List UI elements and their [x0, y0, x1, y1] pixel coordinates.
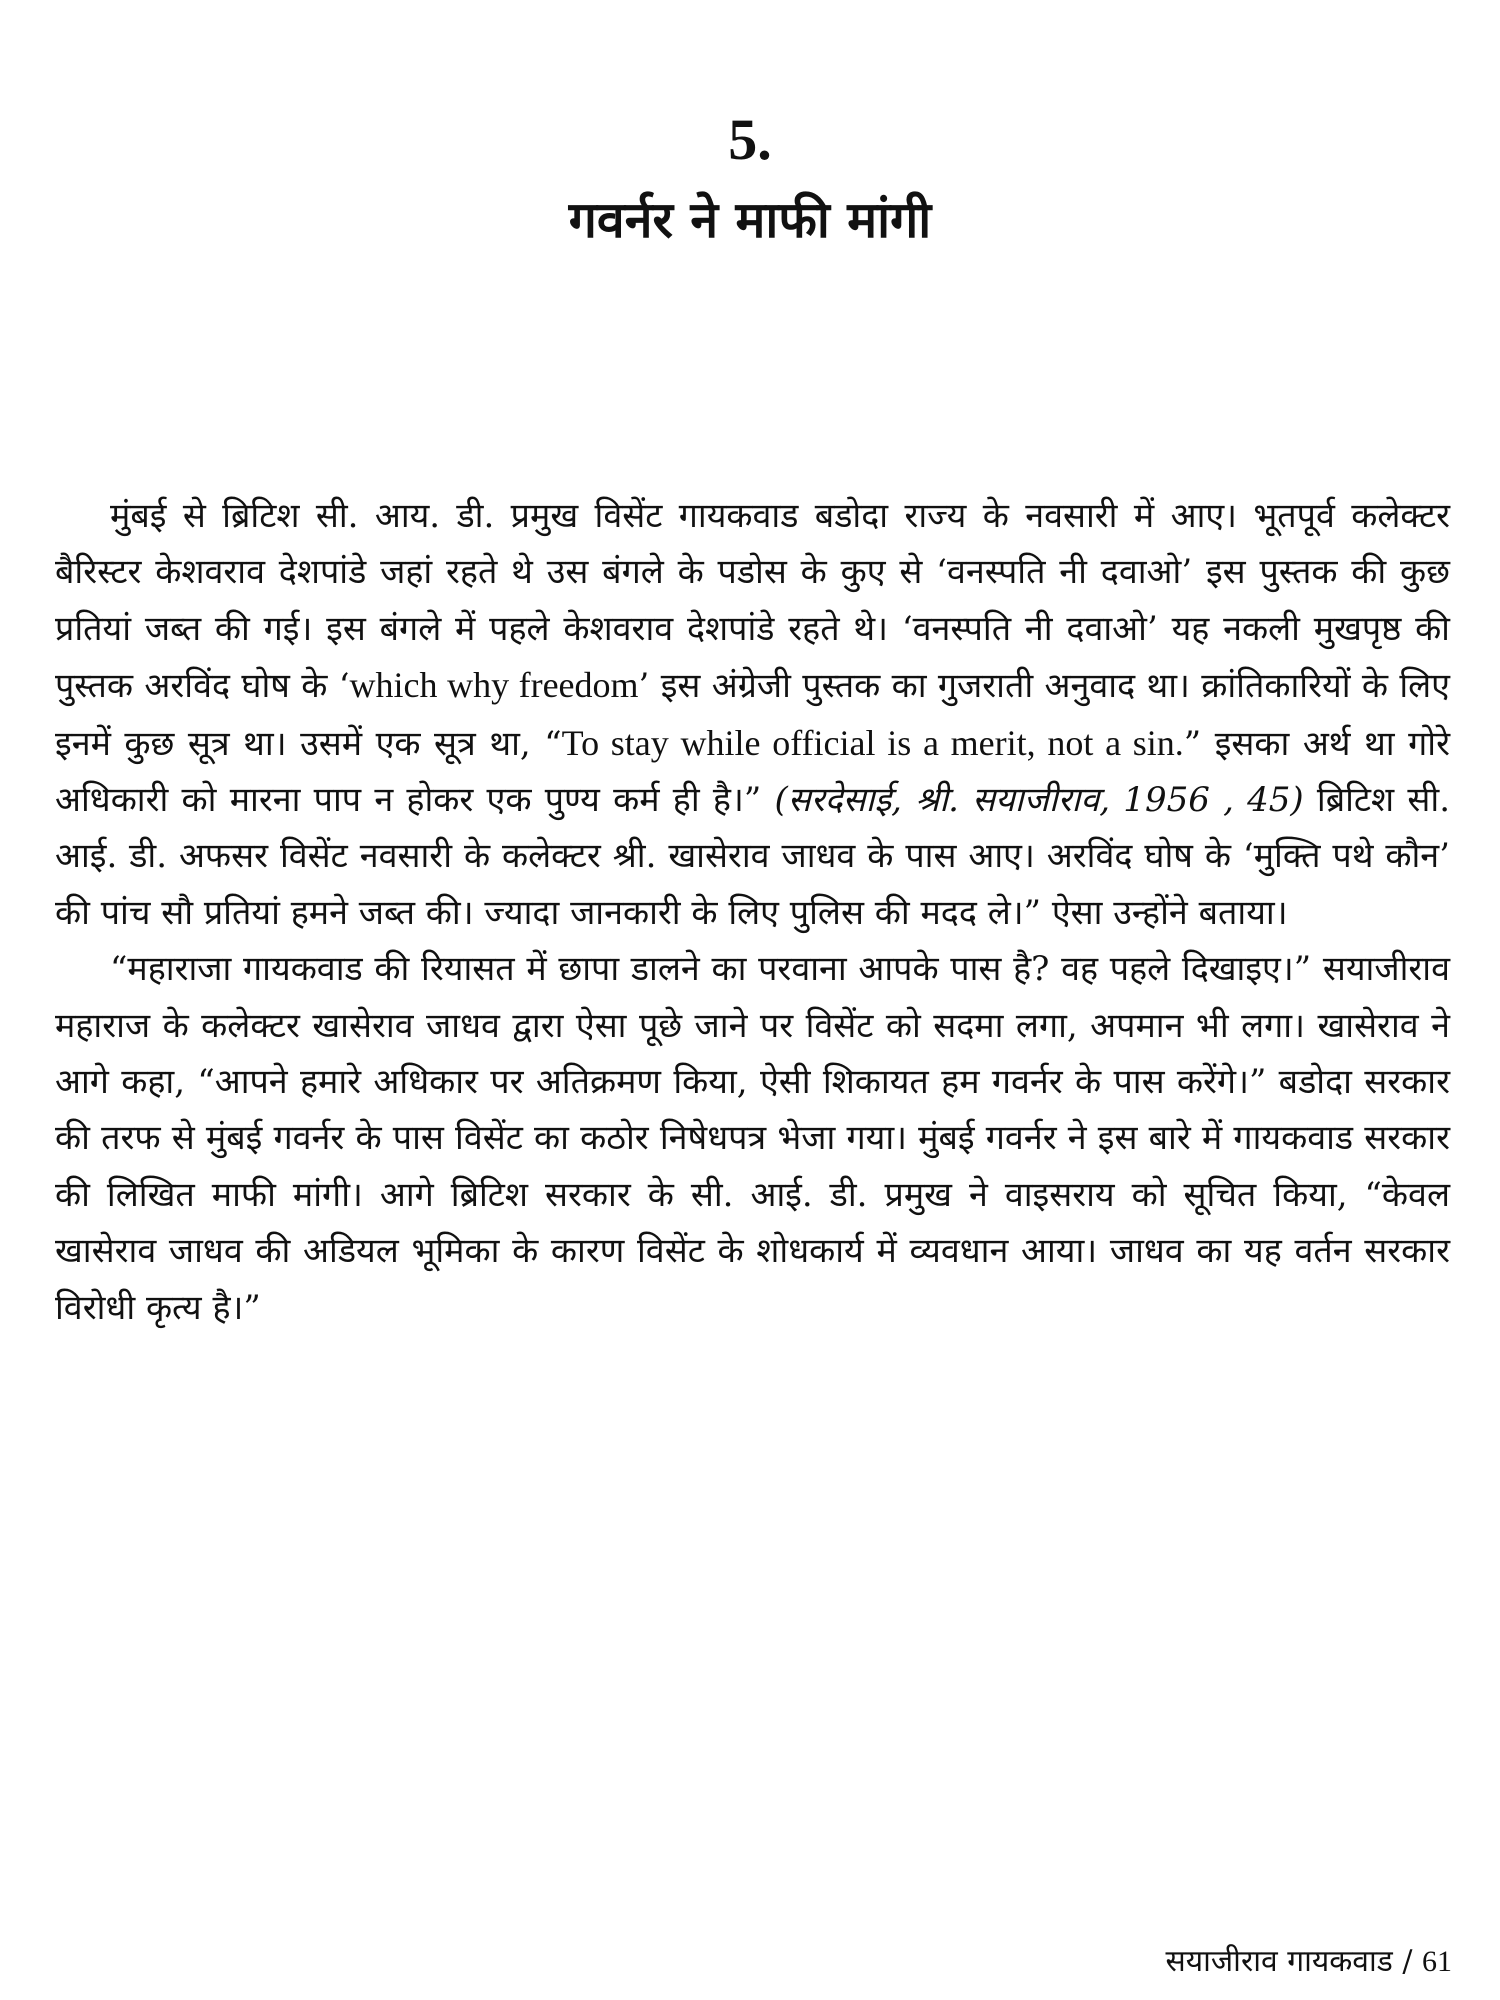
citation: (सरदेसाई, श्री. सयाजीराव, 1956 , 45) [774, 780, 1304, 821]
chapter-title: गवर्नर ने माफी मांगी [568, 190, 932, 249]
paragraph-2 [55, 941, 1450, 1336]
running-title: सयाजीराव गायकवाड [1165, 1944, 1393, 1979]
footer-separator: / [1392, 1944, 1422, 1979]
paragraph-1-text: ’ इस अंग्रेजी पुस्तक का गुजराती अनुवाद था। क्रांतिकारियों के लिए इनमें कुछ सूत्र था। उसमें एक सूत्र था, “ [55, 666, 1450, 764]
chapter-number: 5. [728, 107, 772, 172]
paragraph-1-text: ब्रिटिश सी. आई. डी. अफसर विसेंट नवसारी के कलेक्टर श्री. खासेराव जाधव के पास आए। अरविंद घोष के ‘मुक्ति पथे कौन’ की पांच सौ प्रतियां हमने जब्त की। ज्यादा जानकारी के लिए पुलिस की मदद ले।” ऐसा उन्होंने बताया। [55, 780, 1451, 933]
english-quote: To stay while official is a merit, not a sin. [561, 722, 1184, 763]
paragraph-1-text: ” इसका अर्थ था गोरे अधिकारी को मारना पाप न होकर एक पुण्य कर्म ही है।” [55, 723, 1450, 821]
paragraph-2-text: “महाराजा गायकवाड की रियासत में छापा डालने का परवाना आपके पास है? वह पहले दिखाइए।” सयाजीराव महाराज के कलेक्टर खासेराव जाधव द्वारा ऐसा पूछे जाने पर विसेंट को सदमा लगा, अपमान भी लगा। खासेराव ने आगे कहा, “आपने हमारे अधिकार पर अतिक्रमण किया, ऐसी शिकायत हम गवर्नर के पास करेंगे।” बडोदा सरकार की तरफ से मुंबई गवर्नर के पास विसेंट का कठोर निषेधपत्र भेजा गया। मुंबई गवर्नर ने इस बारे में गायकवाड सरकार की लिखित माफी मांगी। आगे ब्रिटिश सरकार के सी. आई. डी. प्रमुख ने वाइसराय को सूचित किया, “केवल खासेराव जाधव की अडियल भूमिका के कारण विसेंट के शोधकार्य में व्यवधान आया। जाधव का यह वर्तन सरकार विरोधी कृत्य है।” [55, 949, 1450, 1328]
english-book-title: which why freedom [349, 665, 639, 706]
body-text [55, 488, 1450, 1336]
paragraph-1-text: मुंबई से ब्रिटिश सी. आय. डी. प्रमुख विसेंट गायकवाड बडोदा राज्य के नवसारी में आए। भूतपूर्व कलेक्टर बैरिस्टर केशवराव देशपांडे जहां रहते थे उस बंगले के पडोस के कुए से ‘वनस्पति नी दवाओ’ इस पुस्तक की कुछ प्रतियां जब्त की गई। इस बंगले में पहले केशवराव देशपांडे रहते थे। ‘वनस्पति नी दवाओ’ यह नकली मुखपृष्ठ की पुस्तक अरविंद घोष के ‘ [55, 496, 1450, 707]
paragraph-1 [55, 488, 1450, 941]
page-number: 61 [1422, 1945, 1452, 1978]
page-footer [1165, 1942, 1452, 1982]
